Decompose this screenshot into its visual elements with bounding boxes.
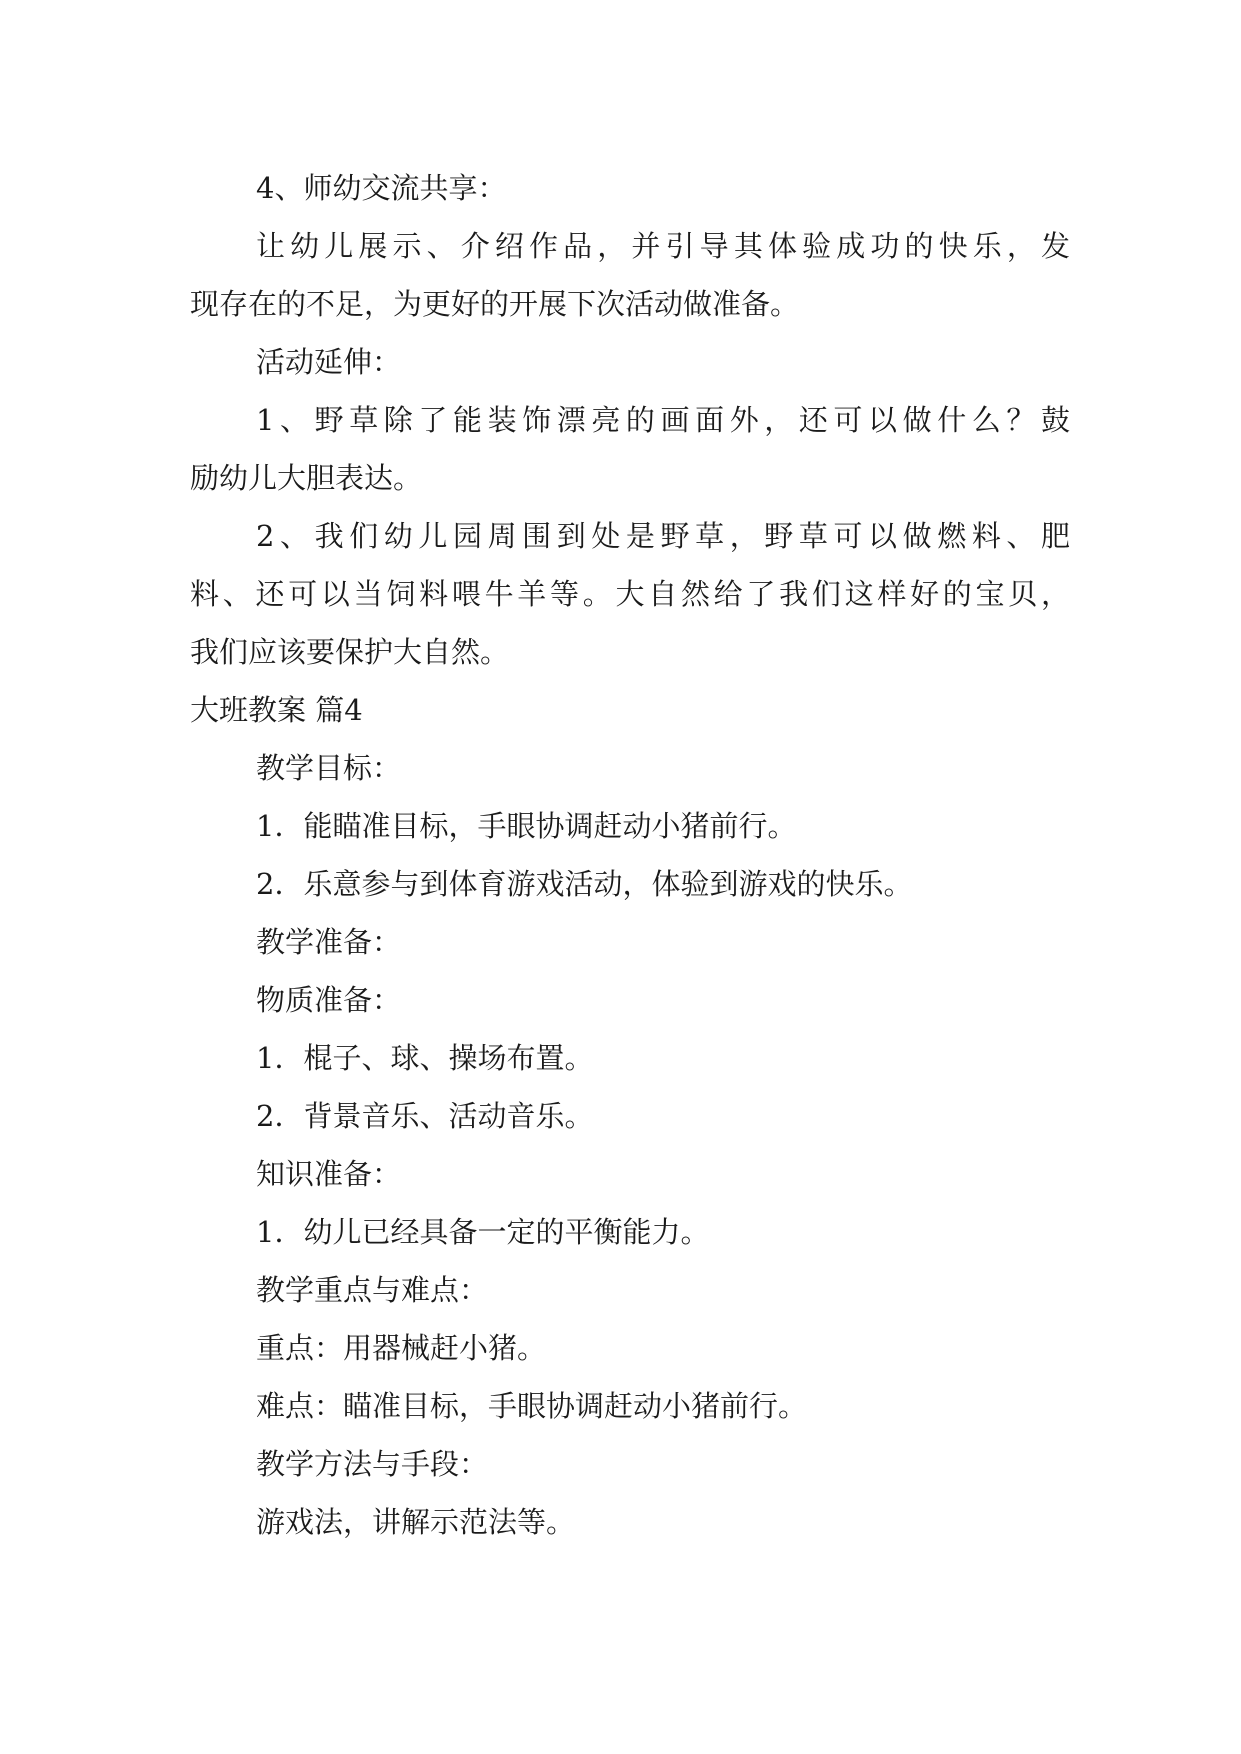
paragraph-line: 重点：用器械赶小猪。 [256,1331,547,1365]
section-heading: 教学方法与手段： [256,1447,489,1481]
list-item: 1．能瞄准目标，手眼协调赶动小猪前行。 [256,809,797,843]
paragraph-line: 1、野草除了能装饰漂亮的画面外，还可以做什么？鼓 [256,403,1070,437]
list-item: 2．乐意参与到体育游戏活动，体验到游戏的快乐。 [256,867,913,901]
document-section-title: 大班教案 篇4 [190,693,363,727]
list-item: 2．背景音乐、活动音乐。 [256,1099,594,1133]
paragraph-line: 我们应该要保护大自然。 [190,635,510,669]
paragraph-line: 料、还可以当饲料喂牛羊等。大自然给了我们这样好的宝贝， [190,577,1070,611]
section-heading: 物质准备： [256,983,402,1017]
paragraph-line: 现存在的不足，为更好的开展下次活动做准备。 [190,287,800,321]
paragraph-line: 让幼儿展示、介绍作品，并引导其体验成功的快乐，发 [256,229,1070,263]
list-item: 1．棍子、球、操场布置。 [256,1041,594,1075]
section-heading: 知识准备： [256,1157,402,1191]
paragraph-line: 游戏法，讲解示范法等。 [256,1505,576,1539]
paragraph-line: 难点：瞄准目标，手眼协调赶动小猪前行。 [256,1389,808,1423]
section-step-heading: 4、师幼交流共享： [256,171,507,205]
section-heading: 活动延伸： [256,345,402,379]
paragraph-line: 励幼儿大胆表达。 [190,461,423,495]
paragraph-line: 2、我们幼儿园周围到处是野草，野草可以做燃料、肥 [256,519,1070,553]
section-heading: 教学重点与难点： [256,1273,489,1307]
section-heading: 教学目标： [256,751,402,785]
section-heading: 教学准备： [256,925,402,959]
list-item: 1．幼儿已经具备一定的平衡能力。 [256,1215,710,1249]
